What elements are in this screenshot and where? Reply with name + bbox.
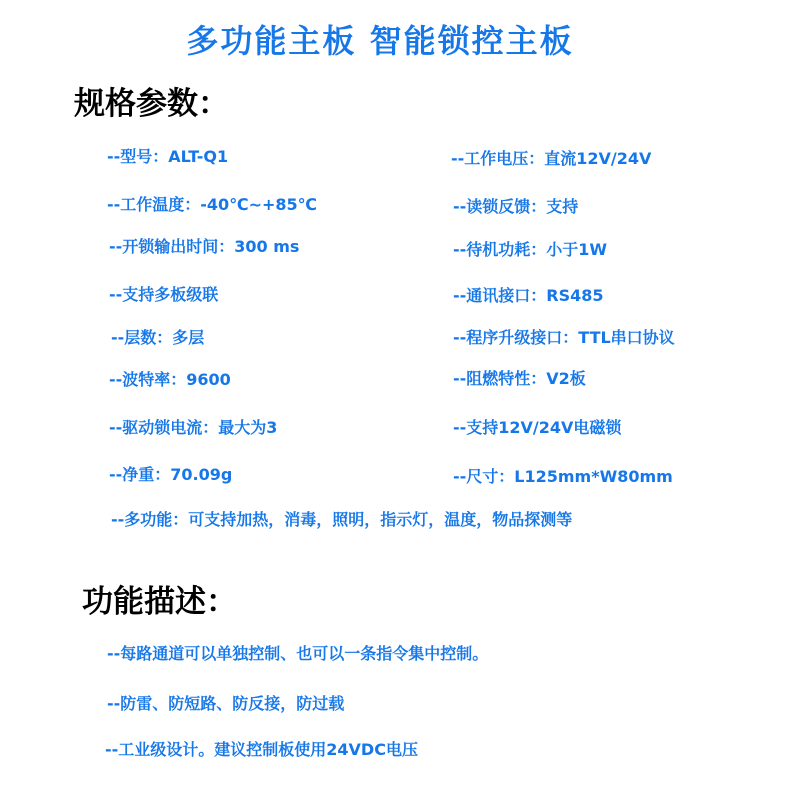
spec-working-temperature: --工作温度：-40℃~+85℃ [107,195,318,214]
spec-communication-interface: --通讯接口：RS485 [453,286,604,305]
spec-lock-drive-current: --驱动锁电流：最大为3 [109,418,278,437]
spec-unlock-output-time: --开锁输出时间：300 ms [109,237,300,256]
spec-net-weight: --净重：70.09g [109,465,233,484]
features-heading: 功能描述： [82,584,237,620]
spec-multi-board-cascade: --支持多板级联 [109,285,219,304]
spec-standby-power: --待机功耗：小于1W [453,240,608,259]
spec-layers: --层数：多层 [111,328,205,347]
spec-firmware-upgrade-interface: --程序升级接口：TTL串口协议 [453,328,675,347]
specs-heading: 规格参数： [74,86,229,122]
spec-lock-read-feedback: --读锁反馈：支持 [453,197,579,216]
feature-protection: --防雷、防短路、防反接，防过载 [107,694,345,713]
spec-baud-rate: --波特率：9600 [109,370,231,389]
page-title: 多功能主板 智能锁控主板 [186,22,574,60]
spec-dimensions: --尺寸：L125mm*W80mm [453,467,673,486]
feature-industrial-design: --工业级设计。建议控制板使用24VDC电压 [105,740,418,759]
feature-channel-control: --每路通道可以单独控制、也可以一条指令集中控制。 [107,644,489,663]
spec-working-voltage: --工作电压：直流12V/24V [451,149,652,168]
spec-electromagnetic-lock-support: --支持12V/24V电磁锁 [453,418,622,437]
spec-multi-function: --多功能：可支持加热，消毒，照明，指示灯，温度，物品探测等 [111,510,573,529]
spec-flame-retardant: --阻燃特性：V2板 [453,369,586,388]
spec-model: --型号：ALT-Q1 [107,147,229,166]
